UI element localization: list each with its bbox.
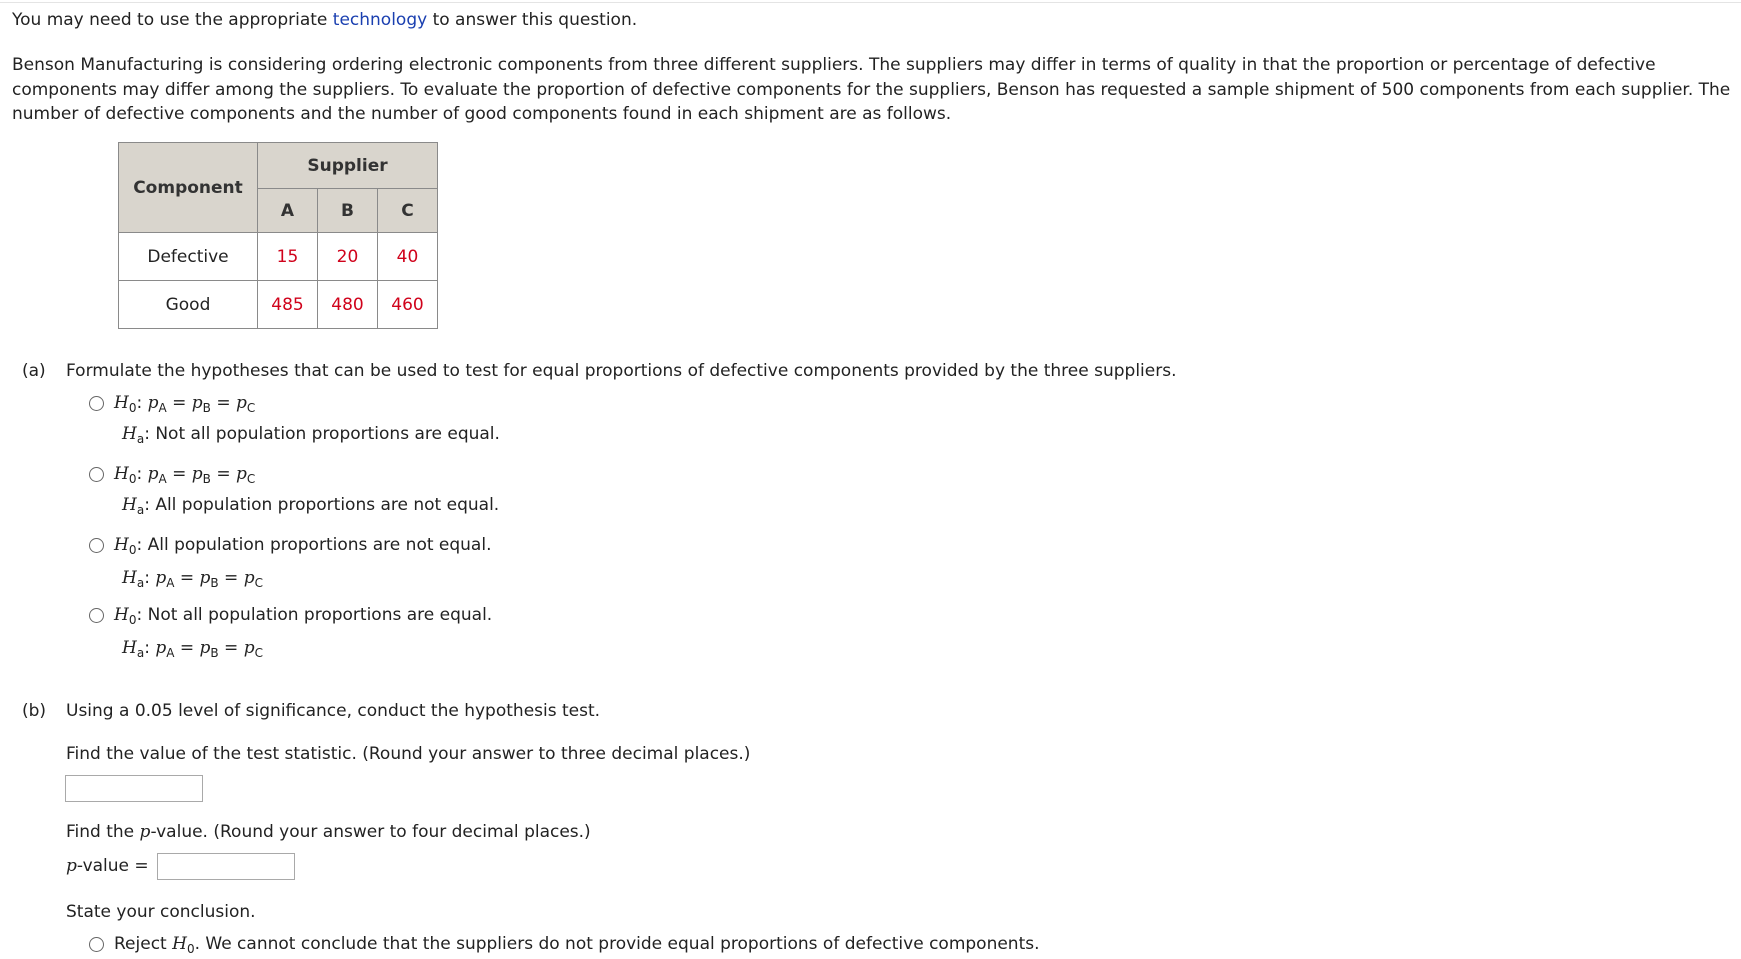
sub-b: B — [210, 646, 219, 660]
option-4-ha: $H_a$: $p_A = p_B = p_C$ — [122, 638, 263, 660]
pvalue-label-p: p — [66, 856, 77, 876]
table-row — [119, 233, 438, 281]
conclusion-prompt: State your conclusion. — [66, 902, 256, 922]
sub-c: C — [246, 401, 256, 415]
equals-sign: = — [224, 638, 239, 658]
test-stat-prompt: Find the value of the test statistic. (Round your answer to three decimal places.) — [66, 744, 751, 764]
pvalue-prompt — [66, 822, 591, 842]
part-a-question: Formulate the hypotheses that can be used to test for equal proportions of defective components provided by the three suppliers. — [66, 361, 1177, 381]
sub-a: A — [158, 472, 167, 486]
option-2-h0: $H_0$: $p_A = p_B = p_C$ — [114, 464, 256, 486]
equals-sign: = — [224, 568, 239, 588]
table-cell: 40 — [378, 233, 438, 281]
h0-sub: 0 — [128, 543, 137, 557]
ha-symbol: H — [122, 495, 137, 515]
sub-a: A — [166, 646, 175, 660]
option-3-h0: $H_0$: All population proportions are not equal. — [114, 535, 492, 557]
h0-sub: 0 — [128, 613, 137, 627]
part-a-label: (a) — [22, 361, 46, 381]
h0-symbol: H — [172, 934, 187, 954]
option-2-radio[interactable] — [89, 467, 104, 482]
ha-symbol: H — [122, 424, 137, 444]
supplier-header: Supplier — [258, 143, 438, 189]
p-symbol: p — [191, 464, 203, 484]
p-symbol: p — [147, 393, 159, 413]
option-4-h0: $H_0$: Not all population proportions are equal. — [114, 605, 493, 627]
table-row — [119, 281, 438, 329]
p-symbol: p — [243, 638, 255, 658]
ha-sub: a — [136, 503, 145, 517]
supplier-c-header: C — [378, 189, 438, 233]
supplier-table — [118, 142, 438, 329]
h0-symbol: H — [114, 535, 129, 555]
ha-sub: a — [136, 646, 145, 660]
p-symbol: p — [235, 393, 247, 413]
problem-text: Benson Manufacturing is considering ordering electronic components from three different suppliers. The suppliers may differ in terms of quality in that the proportion or percentage of defective components may differ among the suppliers. To evaluate the proportion of defective components for the suppliers, Benson has requested a sample shipment of 500 components from each supplier. The number of defective components and the number of good components found in each shipment are as follows. — [12, 55, 1731, 124]
h0-sub: 0 — [128, 401, 137, 415]
equals-sign: = — [179, 638, 195, 658]
h0-sub: 0 — [186, 942, 195, 956]
option-1-ha-text: Not all population proportions are equal. — [155, 424, 500, 444]
option-1-radio[interactable] — [89, 396, 104, 411]
p-symbol: p — [199, 638, 211, 658]
component-header: Component — [119, 143, 258, 233]
p-symbol: p — [155, 568, 167, 588]
option-4-radio[interactable] — [89, 608, 104, 623]
option-3-radio[interactable] — [89, 538, 104, 553]
equals-sign: = — [216, 464, 231, 484]
h0-symbol: H — [114, 393, 129, 413]
row-label: Good — [119, 281, 258, 329]
sub-a: A — [166, 576, 175, 590]
ha-symbol: H — [122, 638, 137, 658]
equals-sign: = — [179, 568, 195, 588]
conclusion-option-pre: Reject — [114, 934, 173, 954]
h0-sub: 0 — [128, 472, 137, 486]
option-3-ha: $H_a$: $p_A = p_B = p_C$ — [122, 568, 263, 590]
supplier-a-header: A — [258, 189, 318, 233]
option-3-h0-text: All population proportions are not equal. — [147, 535, 492, 555]
equals-sign: = — [172, 464, 187, 484]
equals-sign: = — [172, 393, 187, 413]
conclusion-option-1-radio[interactable] — [89, 937, 104, 952]
pvalue-label-rest: -value = — [76, 856, 149, 876]
ha-symbol: H — [122, 568, 137, 588]
ha-sub: a — [136, 432, 145, 446]
p-symbol: p — [235, 464, 247, 484]
option-2-ha-text: All population proportions are not equal. — [155, 495, 500, 515]
option-1-ha: $H_a$: Not all population proportions are equal. — [122, 424, 500, 446]
intro-suffix: to answer this question. — [427, 10, 638, 30]
table-cell: 460 — [378, 281, 438, 329]
supplier-b-header: B — [318, 189, 378, 233]
p-symbol: p — [155, 638, 167, 658]
sub-c: C — [254, 646, 263, 660]
part-b-question: Using a 0.05 level of significance, conduct the hypothesis test. — [66, 701, 601, 721]
intro-prefix: You may need to use the appropriate — [12, 10, 333, 30]
option-1-h0: $H_0$: $p_A = p_B = p_C$ — [114, 393, 256, 415]
h0-symbol: H — [114, 464, 129, 484]
p-symbol: p — [191, 393, 203, 413]
pvalue-label — [66, 856, 149, 876]
test-statistic-input[interactable] — [65, 775, 203, 802]
pvalue-prompt-p: p — [139, 822, 151, 842]
conclusion-option-post: . We cannot conclude that the suppliers do not provide equal proportions of defective components. — [194, 934, 1040, 954]
table-cell: 485 — [258, 281, 318, 329]
sub-a: A — [158, 401, 167, 415]
row-label: Defective — [119, 233, 258, 281]
sub-b: B — [210, 576, 219, 590]
equals-sign: = — [216, 393, 231, 413]
option-4-h0-text: Not all population proportions are equal. — [147, 605, 493, 625]
sub-c: C — [246, 472, 256, 486]
ha-sub: a — [136, 576, 145, 590]
h0-symbol: H — [114, 605, 129, 625]
table-cell: 15 — [258, 233, 318, 281]
pvalue-input[interactable] — [157, 853, 295, 880]
top-divider — [0, 2, 1741, 3]
p-symbol: p — [243, 568, 255, 588]
pvalue-prompt-post: -value. (Round your answer to four decimal places.) — [150, 822, 591, 842]
technology-link[interactable]: technology — [332, 10, 428, 30]
part-b-label: (b) — [22, 701, 47, 721]
sub-b: B — [202, 401, 211, 415]
conclusion-option-1 — [114, 934, 1040, 954]
option-2-ha: $H_a$: All population proportions are not equal. — [122, 495, 500, 517]
intro-line — [12, 10, 637, 30]
sub-c: C — [254, 576, 263, 590]
pvalue-prompt-pre: Find the — [66, 822, 140, 842]
p-symbol: p — [147, 464, 159, 484]
table-cell: 480 — [318, 281, 378, 329]
table-cell: 20 — [318, 233, 378, 281]
p-symbol: p — [199, 568, 211, 588]
sub-b: B — [202, 472, 211, 486]
